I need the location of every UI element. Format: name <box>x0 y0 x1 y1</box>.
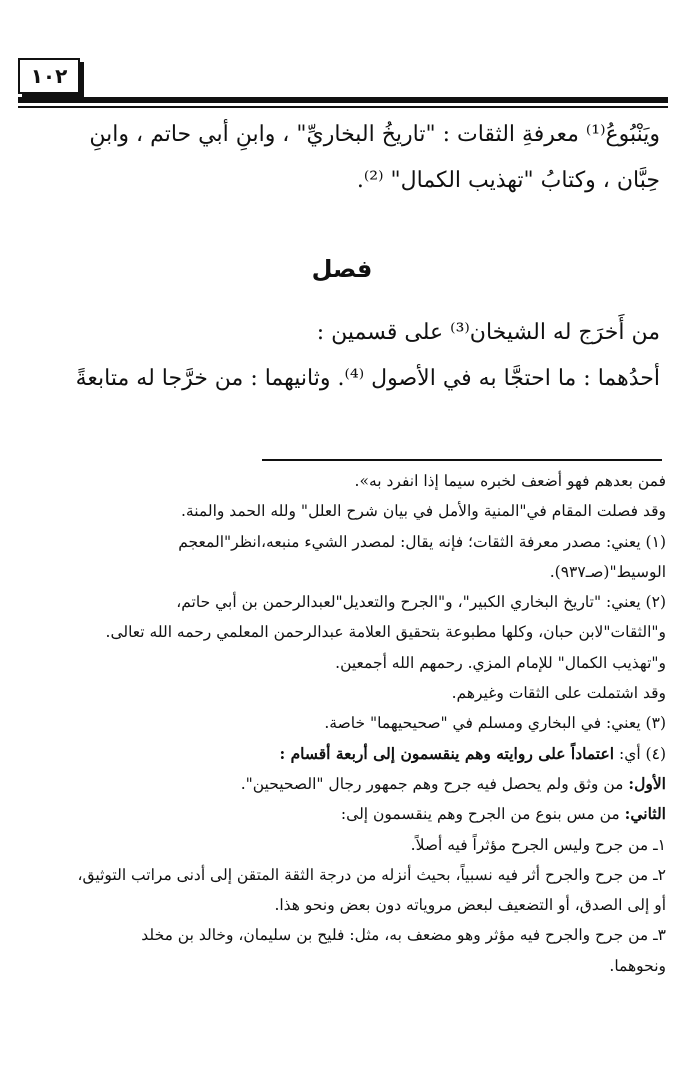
first-category-label: الأول: <box>628 773 666 793</box>
footnotes <box>16 466 666 981</box>
list-item-2-line-1: ٢ـ من جرح والجرح أثر فيه نسبياً، بحيث أنزله من درجة الثقة المتقن إلى أدنى مراتب التوثيق، <box>77 865 666 884</box>
list-item-3-line-2: ونحوهما. <box>609 956 666 975</box>
footnote-2-line-4: وقد اشتملت على الثقات وغيرهم. <box>451 684 666 703</box>
header-rule-thick <box>18 97 668 103</box>
footnote-4-second <box>16 799 666 829</box>
main-paragraph-1: ويَنْبُوعُ⁽¹⁾ معرفةِ الثقات : "تاريخُ البخاريِّ" ، وابنِ أبي حاتم ، وابنِ <box>89 122 660 147</box>
list-item-2-line-2: أو إلى الصدق، أو التضعيف لبعض مروياته دون بعض ونحو هذا. <box>274 896 666 915</box>
first-category-text: من وثق ولم يحصل فيه جرح وهم جمهور رجال "الصحيحين". <box>240 774 629 793</box>
footnote-4-first <box>16 769 666 799</box>
footnote-separator <box>262 459 662 461</box>
list-item-1: ١ـ من جرح وليس الجرح مؤثراً فيه أصلاً. <box>410 835 666 854</box>
list-item-3-line-1: ٣ـ من جرح والجرح فيه مؤثر وهو مضعف به، مثل: فليح بن سليمان، وخالد بن مخلد <box>141 926 666 945</box>
footnote-3: (٣) يعني: في البخاري ومسلم في "صحيحيهما" خاصة. <box>324 714 666 733</box>
page-number: ١٠٢ <box>18 58 80 94</box>
footnote-2-line-2: و"الثقات"لابن حبان، وكلها مطبوعة بتحقيق العلامة عبدالرحمن المعلمي رحمه الله تعالى. <box>105 623 666 642</box>
second-category-label: الثاني: <box>624 804 666 824</box>
footnote-1-line-1: (١) يعني: مصدر معرفة الثقات؛ فإنه يقال: لمصدر الشيء منبعه،انظر"المعجم <box>178 532 666 551</box>
main-paragraph-2: من أَخرَج له الشيخان⁽³⁾ على قسمين : <box>316 320 660 345</box>
footnote-1-line-2: الوسيط"(صـ٩٣٧). <box>549 562 666 581</box>
main-paragraph-3: أحدُهما : ما احتجَّا به في الأصول ⁽⁴⁾. وثانيهما : من خرَّجا له متابعةً <box>75 366 660 391</box>
main-text <box>24 112 660 402</box>
second-category-text: من مس بنوع من الجرح وهم ينقسمون إلى: <box>340 805 625 824</box>
main-paragraph-1-end: حِبَّان ، وكتابُ "تهذيب الكمال" ⁽²⁾. <box>356 168 660 193</box>
header-rule-thin <box>18 106 668 108</box>
footnote-4-number: (٤) أي: <box>614 744 666 763</box>
section-title: فصل <box>311 255 373 283</box>
footnote-2-line-3: و"تهذيب الكمال" للإمام المزي. رحمهم الله أجمعين. <box>335 653 666 672</box>
footnote-carry-line-2: وقد فصلت المقام في"المنية والأمل في بيان شرح العلل" ولله الحمد والمنة. <box>180 502 666 521</box>
footnote-4-heading: اعتماداً على روايته وهم ينقسمون إلى أربعة أقسام : <box>279 743 615 763</box>
footnote-carry-line-1: فمن بعدهم فهو أضعف لخبره سيما إذا انفرد به». <box>354 472 666 490</box>
footnote-2-line-1: (٢) يعني: "تاريخ البخاري الكبير"، و"الجرح والتعديل"لعبدالرحمن بن أبي حاتم، <box>176 593 666 612</box>
footnote-4-line-1 <box>16 739 666 769</box>
